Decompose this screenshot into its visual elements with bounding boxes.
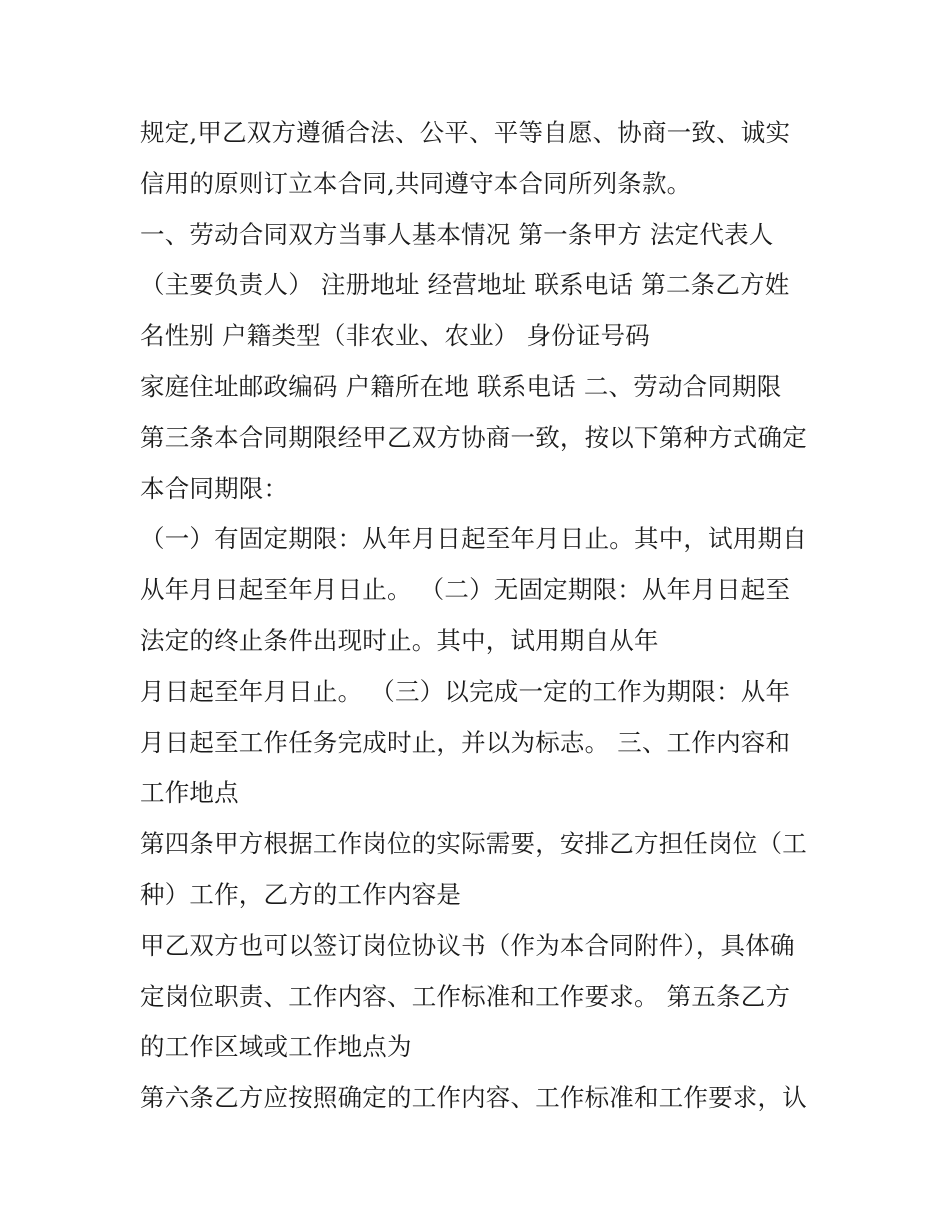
text-line: 法定的终止条件出现时止。其中，试用期自从年 [140, 625, 659, 655]
text-line: 定岗位职责、工作内容、工作标准和工作要求。 第五条乙方 [140, 981, 791, 1011]
text-line: 家庭住址邮政编码 户籍所在地 联系电话 二、劳动合同期限 [140, 371, 782, 401]
text-line: 第三条本合同期限经甲乙双方协商一致，按以下第种方式确定 [140, 422, 807, 452]
text-line: 从年月日起至年月日止。 （二）无固定期限：从年月日起至 [140, 575, 791, 605]
document-body [140, 108, 820, 1124]
text-line: 规定,甲乙双方遵循合法、公平、平等自愿、协商一致、诚实 [140, 118, 791, 147]
text-line: 甲乙双方也可以签订岗位协议书（作为本合同附件），具体确 [140, 930, 795, 960]
text-line: 工作地点 [140, 778, 239, 808]
text-line: 第四条甲方根据工作岗位的实际需要，安排乙方担任岗位（工 [140, 829, 807, 859]
text-line: 一、劳动合同双方当事人基本情况 第一条甲方 法定代表人 [140, 219, 774, 249]
text-line: 名性别 户籍类型（非农业、农业） 身份证号码 [140, 321, 650, 351]
text-line: 月日起至工作任务完成时止，并以为标志。 三、工作内容和 [140, 727, 791, 757]
text-line: （一）有固定期限：从年月日起至年月日止。其中，试用期自 [140, 524, 807, 554]
text-line: 第六条乙方应按照确定的工作内容、工作标准和工作要求，认 [140, 1083, 807, 1113]
text-line: 月日起至年月日止。 （三）以完成一定的工作为期限：从年 [140, 676, 791, 706]
text-line: 的工作区域或工作地点为 [140, 1032, 412, 1062]
text-line: 信用的原则订立本合同,共同遵守本合同所列条款。 [140, 168, 692, 198]
text-line: 本合同期限： [140, 473, 289, 503]
text-line: （主要负责人） 注册地址 经营地址 联系电话 第二条乙方姓 [140, 270, 790, 300]
text-line: 种）工作，乙方的工作内容是 [140, 879, 462, 909]
